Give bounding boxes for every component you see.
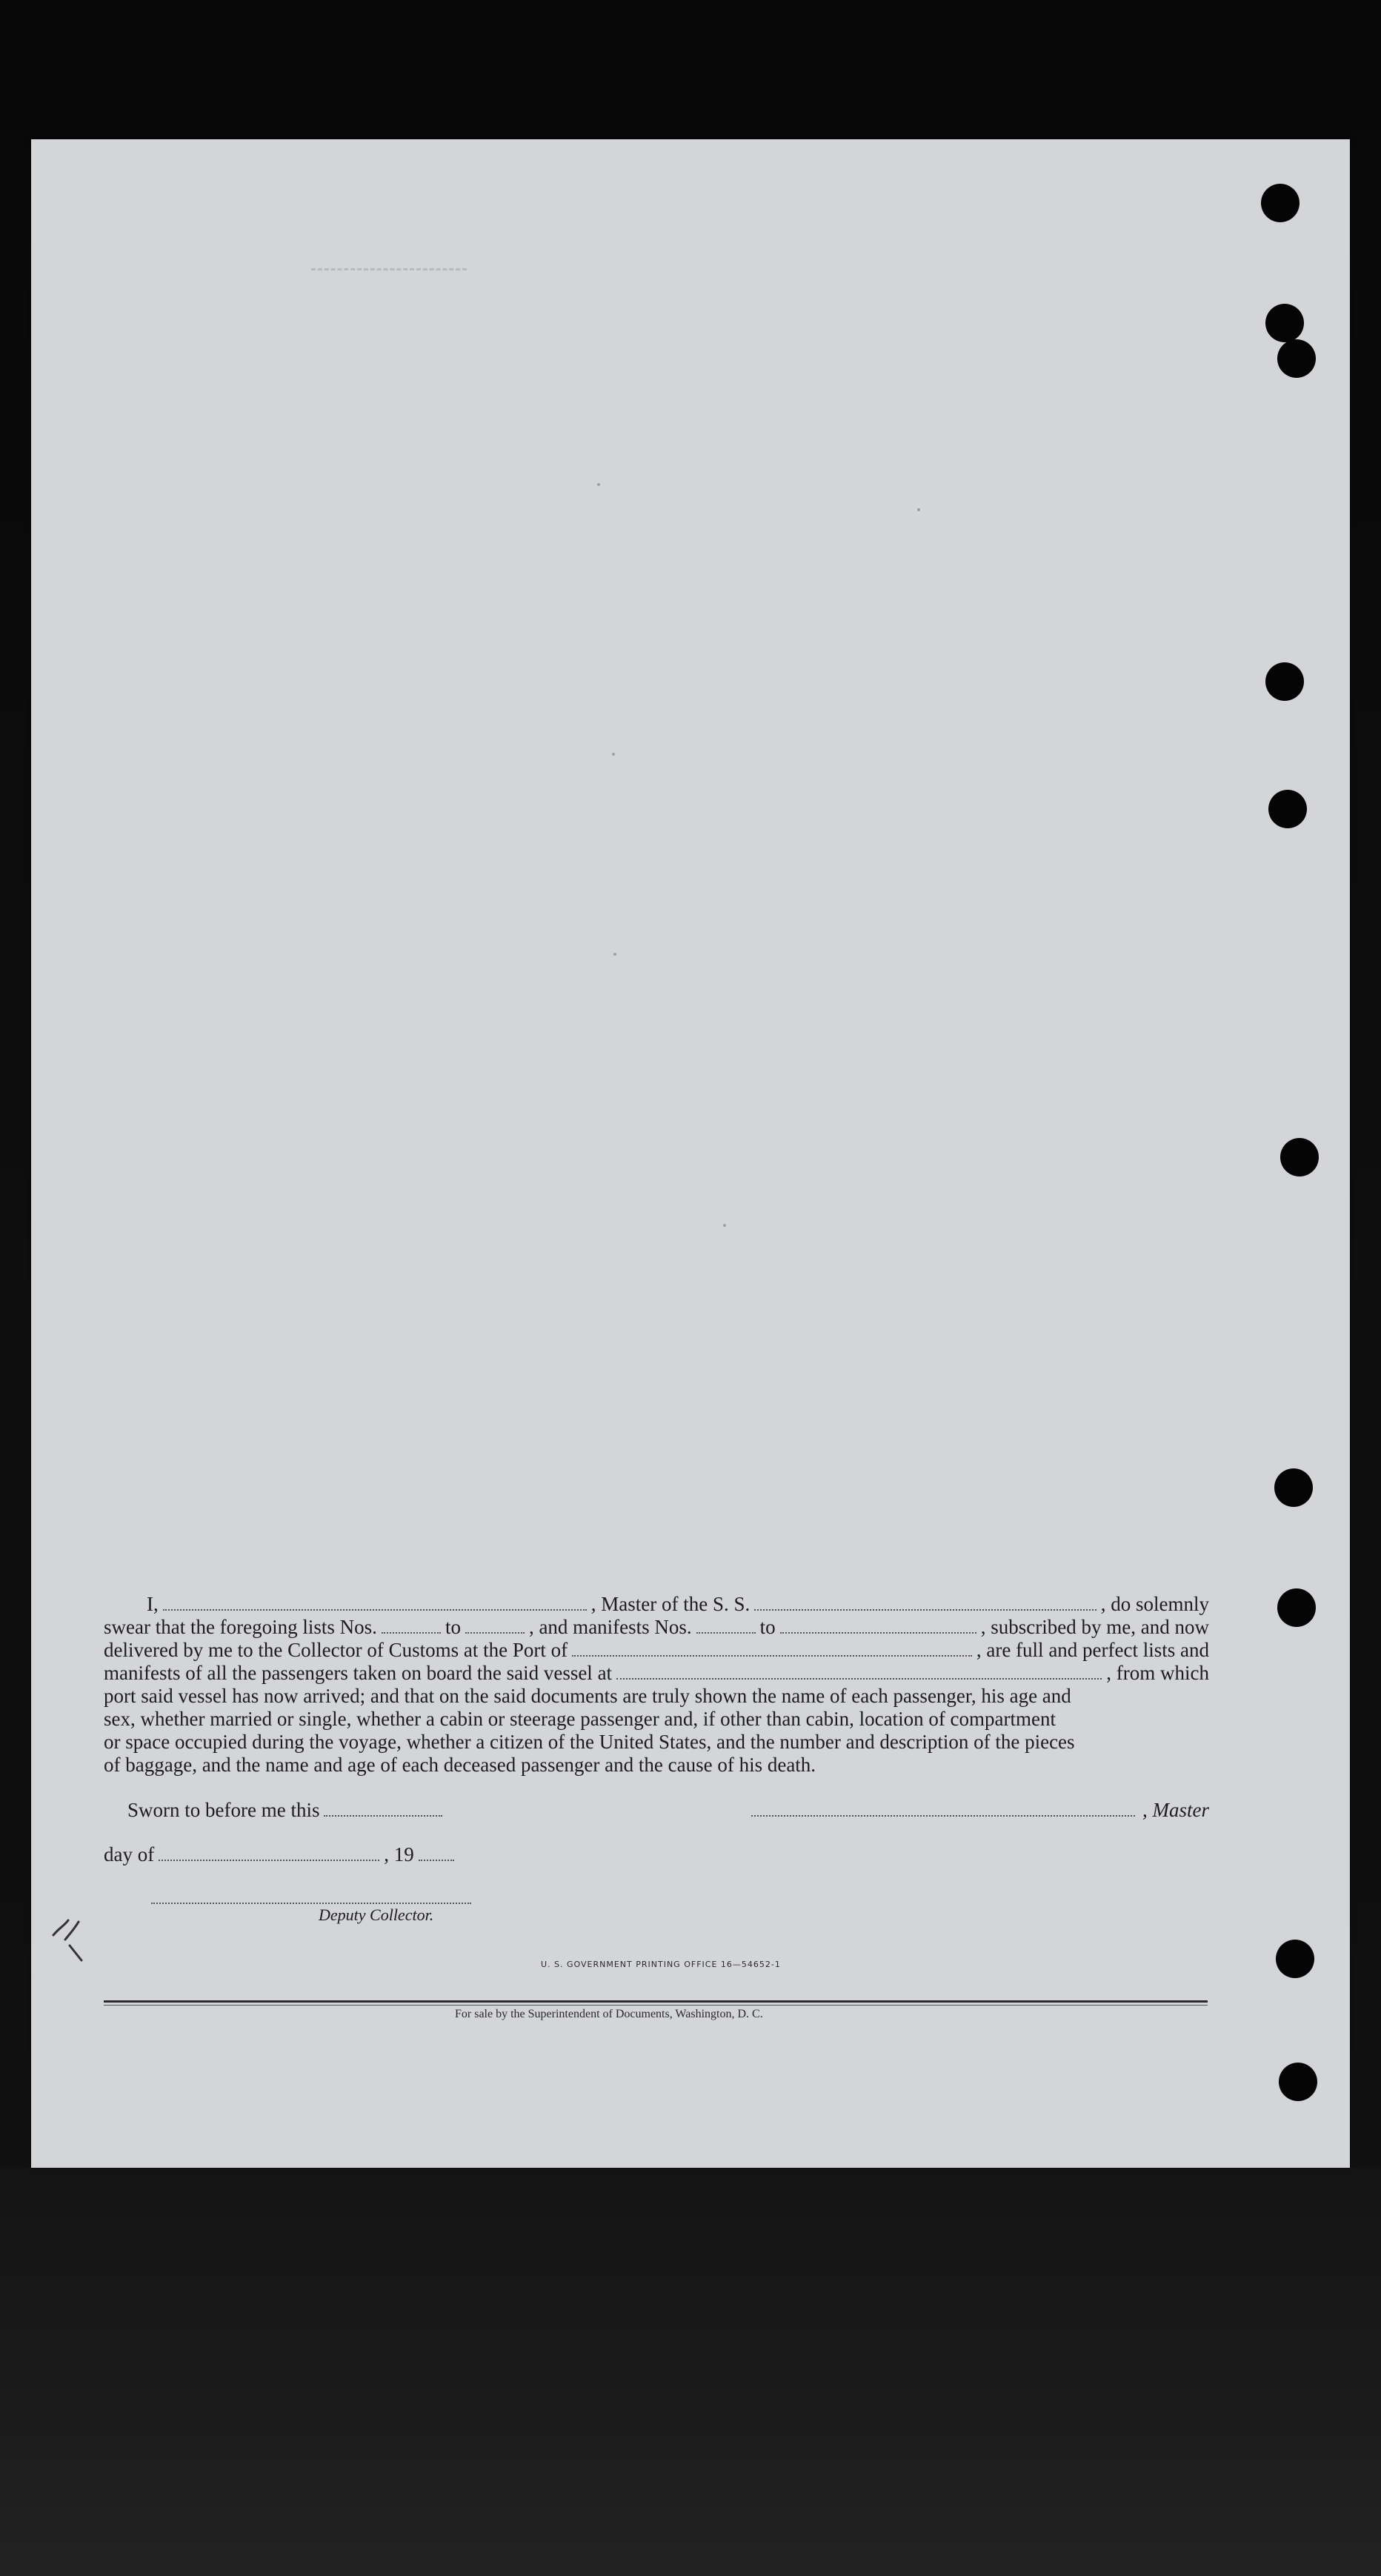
punch-hole: [1265, 304, 1304, 342]
day-label: day of: [104, 1843, 155, 1866]
punch-hole: [1261, 184, 1300, 222]
deputy-collector-label: Deputy Collector.: [319, 1906, 434, 1924]
for-sale-notice: For sale by the Superintendent of Documents, Washington, D. C.: [455, 2008, 763, 2020]
oath-text: to: [445, 1616, 461, 1638]
manifests-to-blank[interactable]: [780, 1622, 976, 1634]
port-of-departure-blank[interactable]: [616, 1668, 1102, 1680]
oath-line-5: port said vessel has now arrived; and that on the said documents are truly shown the name of each passenger, his age and: [104, 1685, 1071, 1707]
oath-line-3: [104, 1639, 1209, 1662]
sworn-row: [127, 1799, 447, 1822]
punch-hole: [1277, 339, 1316, 378]
oath-text: , are full and perfect lists and: [976, 1639, 1209, 1661]
footer-rule: [104, 2000, 1208, 2003]
master-name-blank[interactable]: [163, 1599, 587, 1611]
oath-line-7: or space occupied during the voyage, whether a citizen of the United States, and the number and description of the pieces: [104, 1731, 1075, 1753]
ship-name-blank[interactable]: [754, 1599, 1097, 1611]
oath-text: delivered by me to the Collector of Customs at the Port of: [104, 1639, 568, 1661]
oath-line-1: [104, 1593, 1209, 1616]
paper-speck: [917, 508, 920, 511]
oath-text: , and manifests Nos.: [528, 1616, 692, 1638]
paper-speck: [723, 1224, 726, 1227]
oath-text: , from which: [1106, 1662, 1209, 1684]
master-label: , Master: [1142, 1799, 1209, 1821]
manifests-from-blank[interactable]: [696, 1622, 756, 1634]
oath-text: , subscribed by me, and now: [980, 1616, 1209, 1638]
oath-text: swear that the foregoing lists Nos.: [104, 1616, 377, 1638]
punch-hole: [1265, 662, 1304, 701]
oath-text: , do solemnly: [1100, 1593, 1209, 1615]
sworn-label: Sworn to before me this: [127, 1799, 320, 1821]
punch-hole: [1279, 2063, 1317, 2101]
oath-text: to: [759, 1616, 776, 1638]
oath-text: manifests of all the passengers taken on board the said vessel at: [104, 1662, 613, 1684]
printing-office-imprint: U. S. GOVERNMENT PRINTING OFFICE 16—54652-1: [541, 1960, 781, 1969]
oath-line-4: [104, 1662, 1209, 1685]
port-of-arrival-blank[interactable]: [572, 1645, 972, 1657]
handwritten-margin-mark: [49, 1913, 93, 1965]
scanner-bottom-area: [0, 2167, 1381, 2576]
oath-line-6: sex, whether married or single, whether a cabin or steerage passenger and, if other than cabin, location of compartment: [104, 1708, 1056, 1730]
oath-line-2: [104, 1616, 1209, 1639]
paper-speck: [612, 753, 615, 756]
day-row: [104, 1843, 459, 1866]
paper-speck: [597, 483, 600, 486]
punch-hole: [1268, 790, 1307, 828]
year-blank[interactable]: [419, 1849, 454, 1861]
sworn-date-blank[interactable]: [324, 1805, 442, 1817]
paper-speck: [613, 953, 616, 956]
master-signature-row: [747, 1799, 1209, 1822]
footer-rule-thin: [104, 2005, 1208, 2006]
oath-text: , Master of the S. S.: [590, 1593, 751, 1615]
punch-hole: [1277, 1588, 1316, 1627]
faint-bleed-mark: [311, 268, 467, 273]
lists-to-blank[interactable]: [465, 1622, 525, 1634]
lists-from-blank[interactable]: [382, 1622, 441, 1634]
month-blank[interactable]: [159, 1849, 379, 1861]
year-label: , 19: [384, 1843, 414, 1866]
oath-text: I,: [147, 1593, 159, 1615]
oath-paragraph: [104, 1593, 1209, 1777]
deputy-signature-line[interactable]: [151, 1903, 471, 1904]
oath-line-8: of baggage, and the name and age of each deceased passenger and the cause of his death.: [104, 1754, 816, 1776]
punch-hole: [1280, 1138, 1319, 1176]
punch-hole: [1274, 1468, 1313, 1507]
punch-hole: [1276, 1940, 1314, 1978]
master-signature-blank[interactable]: [751, 1805, 1135, 1817]
